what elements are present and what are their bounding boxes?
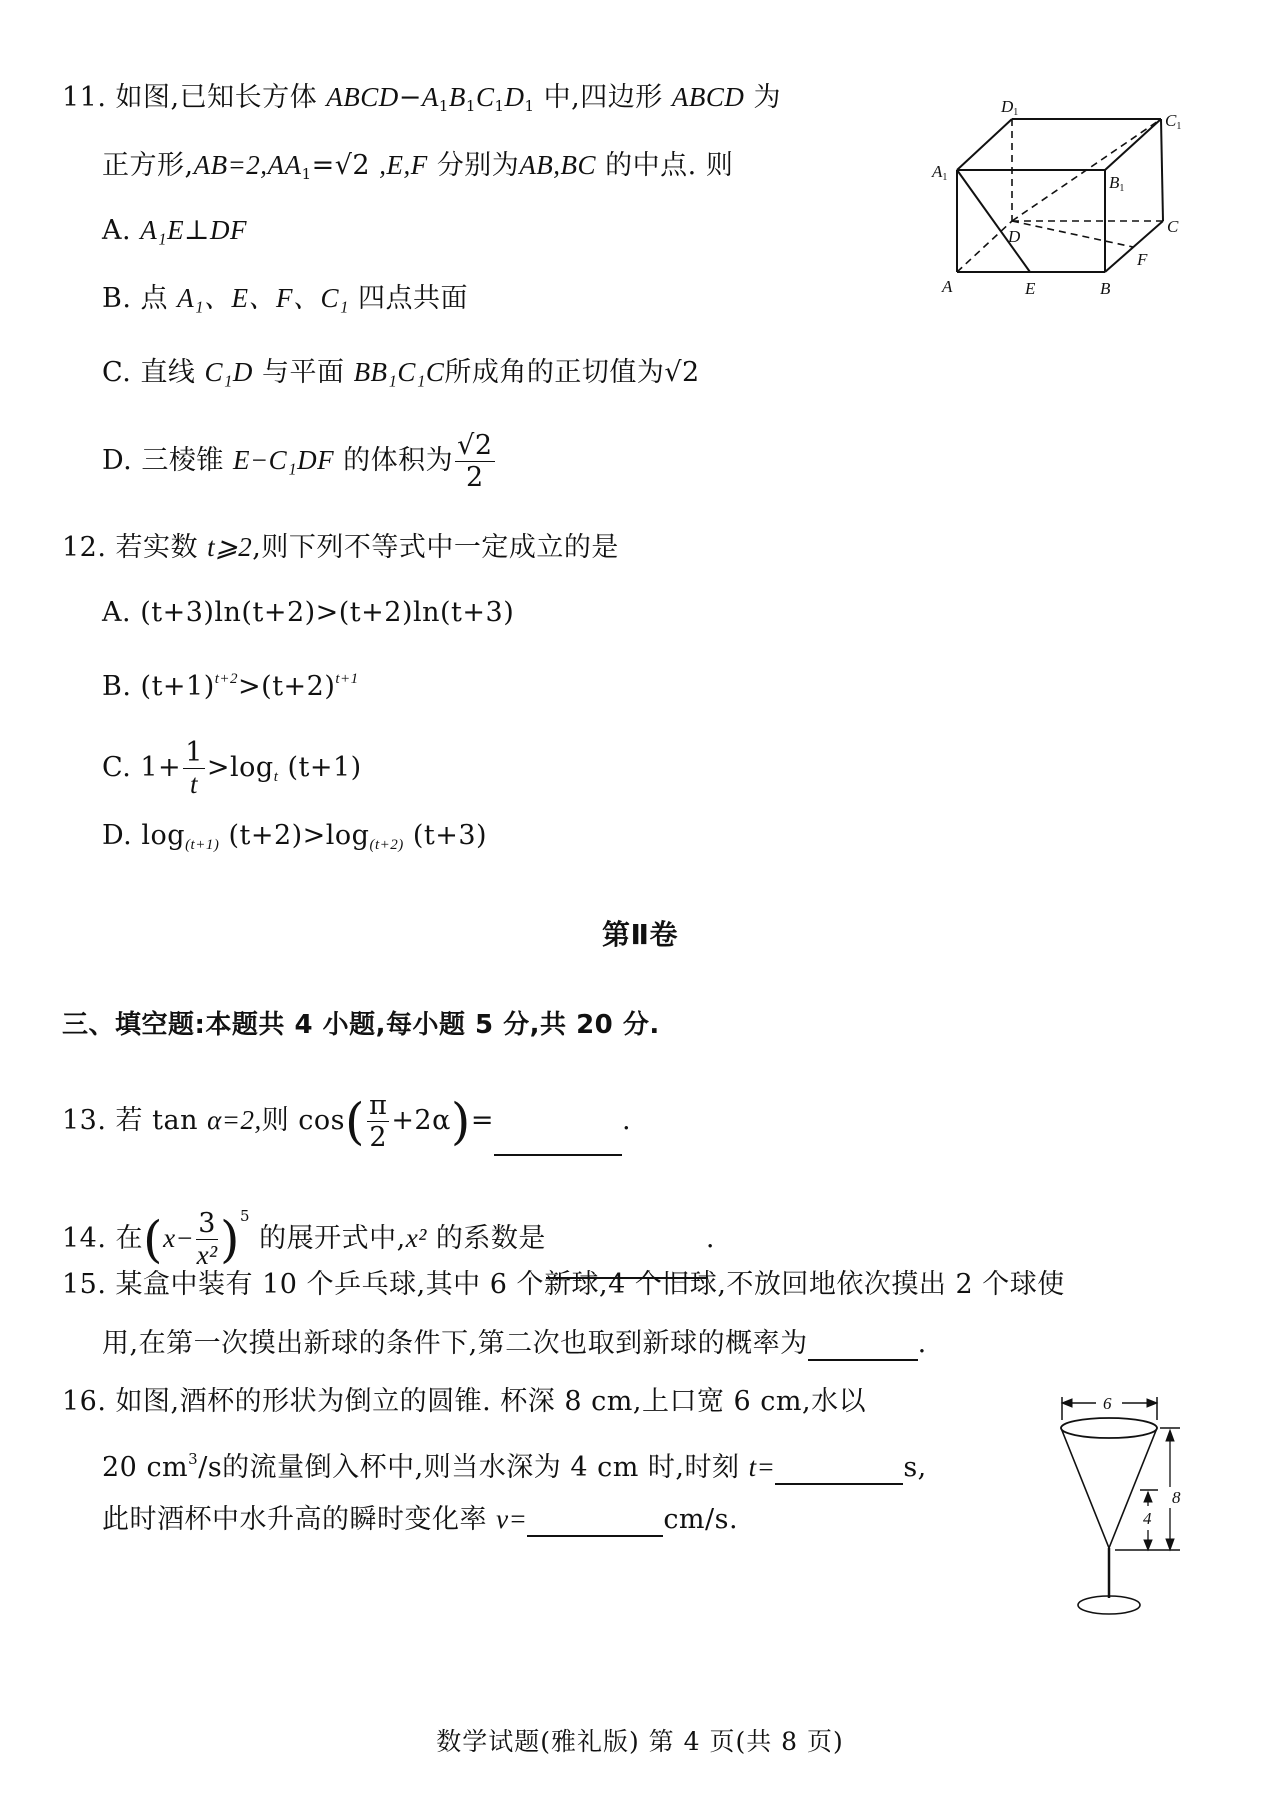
- q12-option-a: A. (t+3)ln(t+2)>(t+2)ln(t+3): [102, 597, 515, 628]
- part2-title: 第Ⅱ卷: [602, 918, 678, 951]
- label-d1: D1: [1001, 97, 1019, 118]
- q11-stem-line2: 正方形$,AB=2,AA_1=√2$ ,E,F 分别为AB,BC 的中点. 则: [102, 150, 734, 183]
- label-d: D: [1008, 227, 1021, 246]
- label-c: C: [1167, 217, 1179, 236]
- fraction: $\frac{√2}{2}$: [457, 430, 493, 493]
- q11-option-a: A. A₁E⊥DF: [102, 215, 247, 246]
- label-b1: B1: [1109, 173, 1125, 194]
- q15-answer-blank[interactable]: [808, 1331, 918, 1361]
- label-b: B: [1100, 279, 1111, 298]
- q11-stem-line1: 11. 如图,已知长方体 $ABCD-A_1B_1C_1D_1$ 中,四边形 ABCD 为: [62, 82, 781, 115]
- q16-line3: 此时酒杯中水升高的瞬时变化率 v= cm/s.: [102, 1504, 739, 1535]
- label-e: E: [1025, 279, 1036, 298]
- q16-time-blank[interactable]: [775, 1455, 903, 1485]
- q11-option-c: C. 直线 C₁D 与平面 BB₁C₁C所成角的正切值为√2: [102, 357, 700, 388]
- wine-glass-figure: [1040, 1385, 1240, 1625]
- q11-number: 11.: [62, 82, 107, 113]
- page-footer: 数学试题(雅礼版) 第 4 页(共 8 页): [436, 1727, 844, 1756]
- q12-option-b: B. $(t+1)^{t+2}>(t+2)^{t+1}$: [102, 671, 359, 702]
- wine-glass-diagram: [1040, 1385, 1240, 1625]
- q16-rate-blank[interactable]: [527, 1507, 663, 1537]
- cuboid-figure: [930, 90, 1210, 300]
- label-a1: A1: [932, 162, 948, 183]
- q14: 14. 在(x− $\frac{3}{\text{x²}}$ )$^5$ 的展开式中,x² 的系数是 .: [62, 1176, 715, 1256]
- q16-line1: 16. 如图,酒杯的形状为倒立的圆锥. 杯深 8 cm,上口宽 6 cm,水以: [62, 1386, 867, 1417]
- fraction: $\frac{\pi}{2}$: [369, 1090, 388, 1153]
- depth-label: 8: [1172, 1488, 1181, 1507]
- q13: 13. 若 tan α=2,则 cos( $\frac{\pi}{2}$ +2α)= .: [62, 1085, 631, 1155]
- q16-line2: 20 $cm^3/s$的流量倒入杯中,则当水深为 4 cm 时,时刻 t= s,: [102, 1450, 927, 1483]
- q12-option-d: D. $\log_{(t+1)} (t+2)>\log_{(t+2)}$ (t+3): [102, 820, 488, 853]
- water-depth-label: 4: [1143, 1509, 1152, 1528]
- label-c1: C1: [1165, 111, 1182, 132]
- q12-option-c: C. 1+ $\frac{1}{t}$ $>\log_t$ (t+1): [102, 737, 362, 799]
- width-label: 6: [1103, 1394, 1112, 1413]
- q11-option-b: B. 点 A₁、E、F、C₁ 四点共面: [102, 283, 468, 314]
- fraction: $\frac{3}{\text{x²}}$: [196, 1208, 218, 1270]
- label-f: F: [1137, 250, 1148, 269]
- fraction: $\frac{1}{t}$: [185, 737, 203, 799]
- q12-stem: 12. 若实数 t⩾2,则下列不等式中一定成立的是: [62, 532, 619, 563]
- label-a: A: [942, 277, 953, 296]
- q11-option-d: D. 三棱锥 E−C₁DF 的体积为 $\frac{√2}{2}$: [102, 430, 493, 493]
- q13-answer-blank[interactable]: [494, 1126, 622, 1156]
- q15-line2: 用,在第一次摸出新球的条件下,第二次也取到新球的概率为 .: [102, 1328, 927, 1359]
- section3-heading: 三、填空题:本题共 4 小题,每小题 5 分,共 20 分.: [62, 1010, 660, 1040]
- cuboid-diagram: [930, 90, 1210, 300]
- q15-line1: 15. 某盒中装有 10 个乒乓球,其中 6 个新球,4 个旧球,不放回地依次摸出 2 个球使: [62, 1269, 1065, 1300]
